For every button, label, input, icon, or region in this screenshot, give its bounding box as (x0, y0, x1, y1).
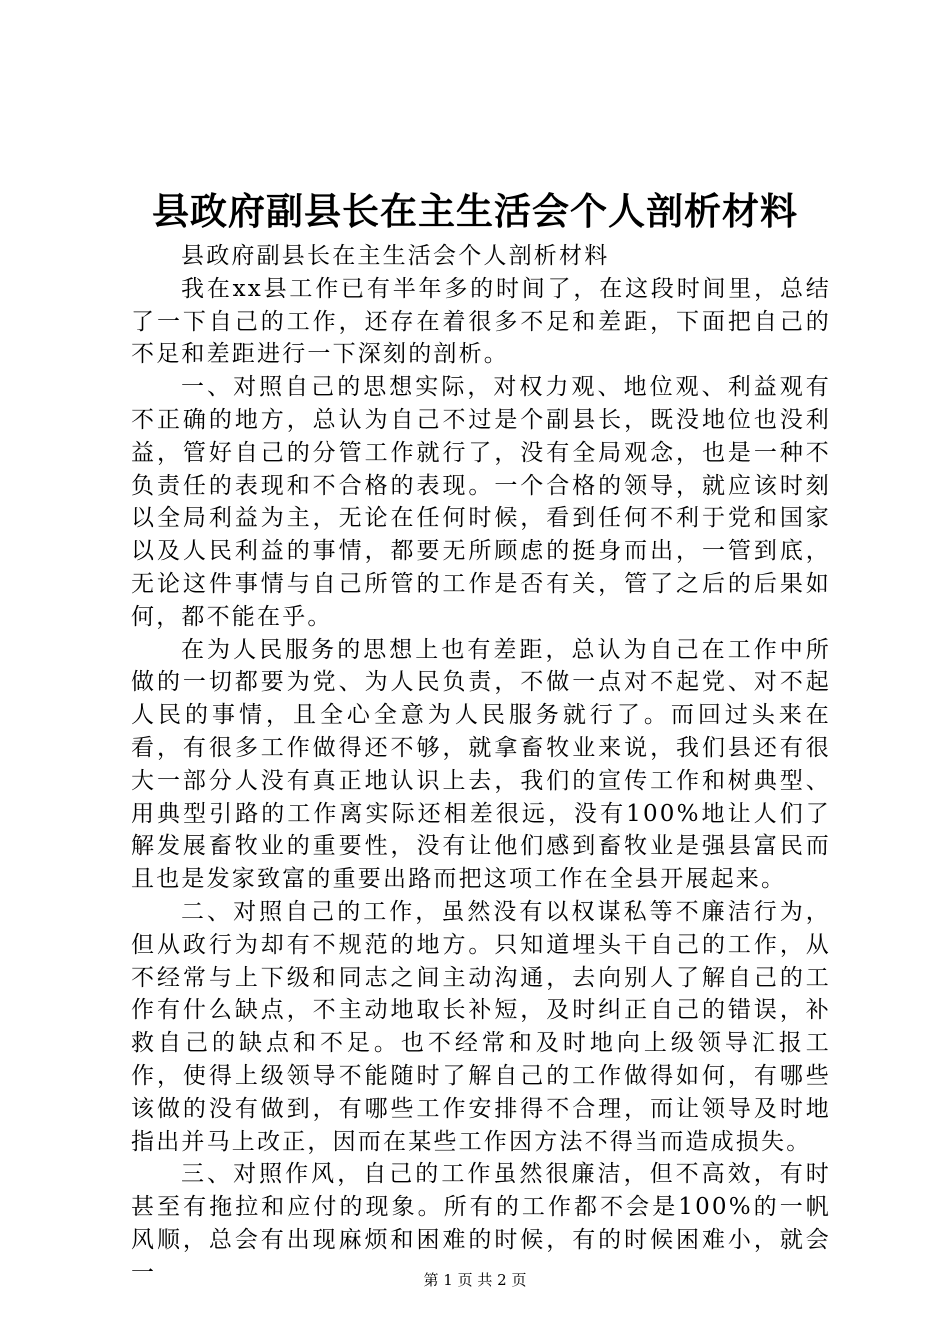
paragraph-section-two: 二、对照自己的工作，虽然没有以权谋私等不廉洁行为，但从政行为却有不规范的地方。只知道埋头干自己的工作，从不经常与上下级和同志之间主动沟通，去向别人了解自己的工作有什么缺点，不主动地取长补短，及时纠正自己的错误，补救自己的缺点和不足。也不经常和及时地向上级领导汇报工作，使得上级领导不能随时了解自己的工作做得如何，有哪些该做的没有做到，有哪些工作安排得不合理，而让领导及时地指出并马上改正，因而在某些工作因方法不得当而造成损失。 (131, 898, 831, 1155)
document-title: 县政府副县长在主生活会个人剖析材料 (152, 189, 798, 233)
paragraph-subtitle: 县政府副县长在主生活会个人剖析材料 (181, 243, 610, 269)
paragraph-serve-people: 在为人民服务的思想上也有差距，总认为自己在工作中所做的一切都要为党、为人民负责，不做一点对不起党、对不起人民的事情，且全心全意为人民服务就行了。而回过头来在看，有很多工作做得还不够，就拿畜牧业来说，我们县还有很大一部分人没有真正地认识上去，我们的宣传工作和树典型、用典型引路的工作离实际还相差很远，没有100%地让人们了解发展畜牧业的重要性，没有让他们感到畜牧业是强县富民而且也是发家致富的重要出路而把这项工作在全县开展起来。 (131, 636, 831, 893)
paragraph-section-three: 三、对照作风，自己的工作虽然很廉洁，但不高效，有时甚至有拖拉和应付的现象。所有的工作都不会是100%的一帆风顺，总会有出现麻烦和困难的时候，有的时候困难小，就会一 (131, 1161, 831, 1286)
page-number-footer: 第 1 页 共 2 页 (423, 1271, 527, 1289)
paragraph-section-one: 一、对照自己的思想实际，对权力观、地位观、利益观有不正确的地方，总认为自己不过是个副县长，既没地位也没利益，管好自己的分管工作就行了，没有全局观念，也是一种不负责任的表现和不合格的表现。一个合格的领导，就应该时刻以全局利益为主，无论在任何时候，看到任何不利于党和国家以及人民利益的事情，都要无所顾虑的挺身而出，一管到底，无论这件事情与自己所管的工作是否有关，管了之后的后果如何，都不能在乎。 (131, 374, 831, 630)
document-body (131, 240, 831, 1290)
paragraph-intro: 我在xx县工作已有半年多的时间了，在这段时间里，总结了一下自己的工作，还存在着很多不足和差距，下面把自己的不足和差距进行一下深刻的剖析。 (131, 275, 831, 368)
